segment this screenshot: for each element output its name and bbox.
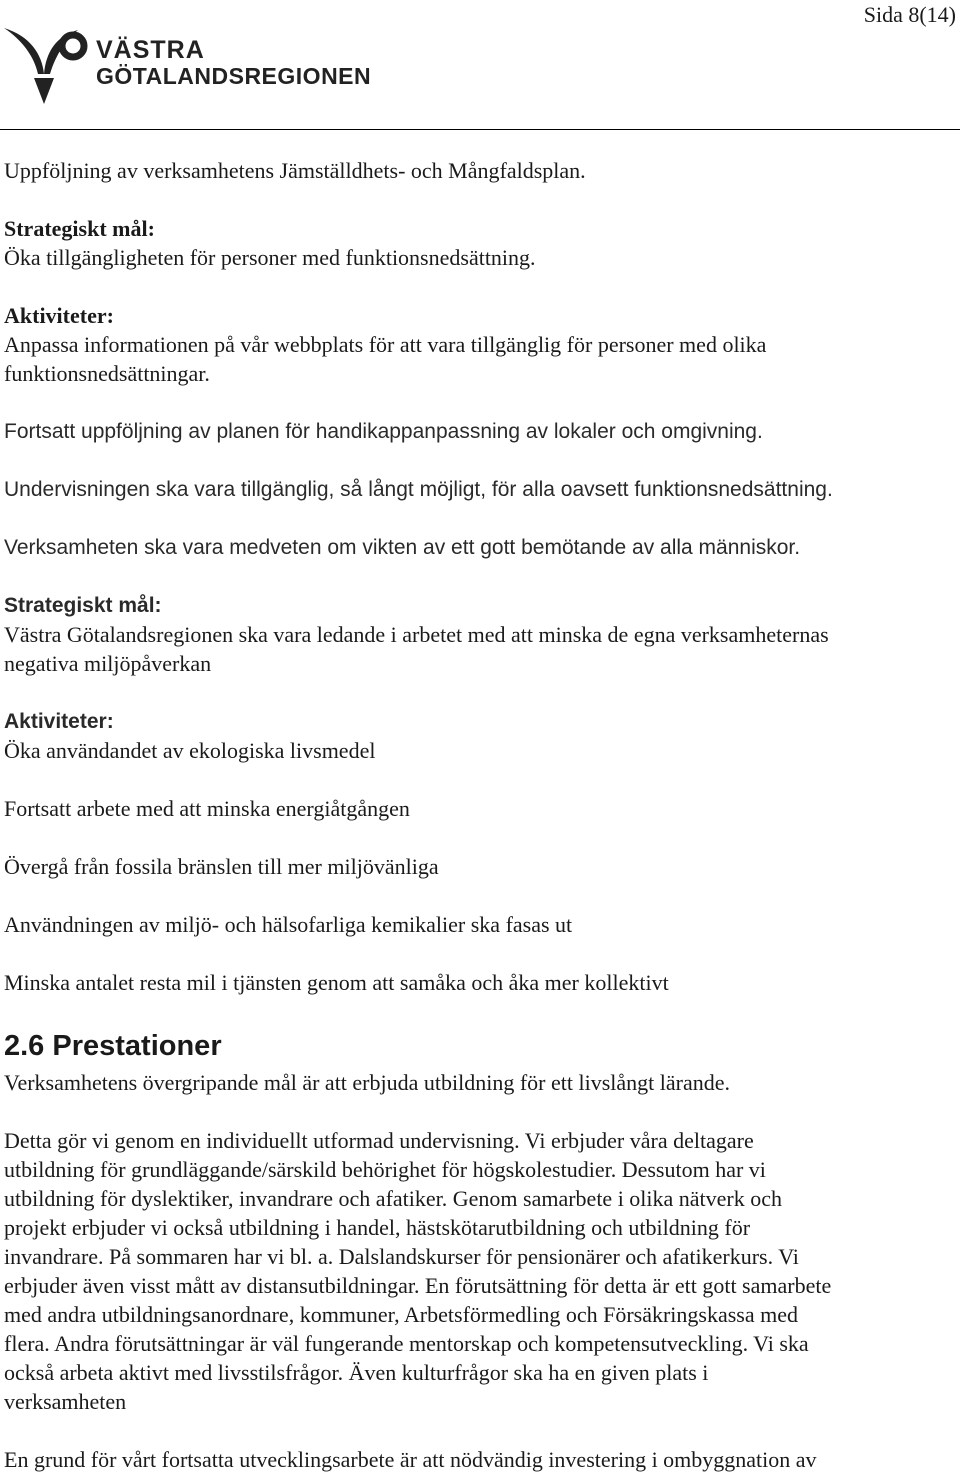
goal1-label: Strategiskt mål:: [4, 216, 155, 241]
body-line: också arbeta aktivt med livsstilsfrågor. Även kulturfrågor ska ha en given plats i: [4, 1360, 709, 1385]
goal2-line2: negativa miljöpåverkan: [4, 651, 212, 676]
document-body: [4, 156, 956, 1474]
goal2-label: Strategiskt mål:: [4, 594, 162, 617]
body-paragraph: [4, 1126, 956, 1416]
item-followup: Fortsatt uppföljning av planen för handikappanpassning av lokaler och omgivning.: [4, 420, 763, 443]
body-line: med andra utbildningsanordnare, kommuner, Arbetsförmedling och Försäkringskassa med: [4, 1302, 798, 1327]
goal2-line1: Västra Götalandsregionen ska vara ledande i arbetet med att minska de egna verksamheternas: [4, 622, 829, 647]
body-line: utbildning för dyslektiker, invandrare och afatiker. Genom samarbete i olika nätverk och: [4, 1186, 783, 1211]
body-line: utbildning för grundläggande/särskild behörighet för högskolestudier. Dessutom har vi: [4, 1157, 766, 1182]
final-line: En grund för vårt fortsatta utvecklingsarbete är att nödvändig investering i ombyggnation av: [4, 1447, 817, 1472]
body-line: verksamheten: [4, 1389, 127, 1414]
logo-text-line1: VÄSTRA: [96, 36, 205, 64]
header-divider: [0, 129, 960, 130]
body-line: projekt erbjuder vi också utbildning i handel, hästskötarutbildning och utbildning för: [4, 1215, 751, 1240]
body-line: erbjuder även visst mått av distansutbildningar. En förutsättning för detta är ett gott samarbete: [4, 1273, 832, 1298]
activities1-line2: funktionsnedsättningar.: [4, 361, 210, 386]
section-intro: Verksamhetens övergripande mål är att erbjuda utbildning för ett livslångt lärande.: [4, 1070, 730, 1095]
body-line: Detta gör vi genom en individuellt utformad undervisning. Vi erbjuder våra deltagare: [4, 1128, 754, 1153]
intro-text: Uppföljning av verksamhetens Jämställdhets- och Mångfaldsplan.: [4, 158, 586, 183]
activities1-line1: Anpassa informationen på vår webbplats för att vara tillgänglig för personer med olika: [4, 332, 767, 357]
item-awareness: Verksamheten ska vara medveten om vikten av ett gott bemötande av alla människor.: [4, 536, 801, 559]
activity-item: Fortsatt arbete med att minska energiåtgången: [4, 796, 410, 821]
item-teaching: Undervisningen ska vara tillgänglig, så långt möjligt, för alla oavsett funktionsnedsättning.: [4, 478, 833, 501]
body-line: flera. Andra förutsättningar är väl fungerande mentorskap och kompetensutveckling. Vi ska: [4, 1331, 809, 1356]
activities2-label: Aktiviteter:: [4, 710, 114, 733]
goal1-text: Öka tillgängligheten för personer med funktionsnedsättning.: [4, 245, 536, 270]
activity-item: Öka användandet av ekologiska livsmedel: [4, 738, 376, 763]
page-number: Sida 8(14): [863, 2, 956, 27]
logo-mark-icon: [4, 28, 84, 104]
body-line: invandrare. På sommaren har vi bl. a. Dalslandskurser för pensionärer och afatikerkurs. Vi: [4, 1244, 799, 1269]
activity-item: Övergå från fossila bränslen till mer miljövänliga: [4, 854, 439, 879]
activities1-label: Aktiviteter:: [4, 303, 114, 328]
activity-item: Användningen av miljö- och hälsofarliga kemikalier ska fasas ut: [4, 912, 573, 937]
vastra-gotalandsregionen-logo: [4, 26, 384, 106]
section-heading: 2.6 Prestationer: [4, 1030, 222, 1062]
activity-item: Minska antalet resta mil i tjänsten genom att samåka och åka mer kollektivt: [4, 970, 669, 995]
logo-text-line2: GÖTALANDSREGIONEN: [96, 63, 372, 89]
